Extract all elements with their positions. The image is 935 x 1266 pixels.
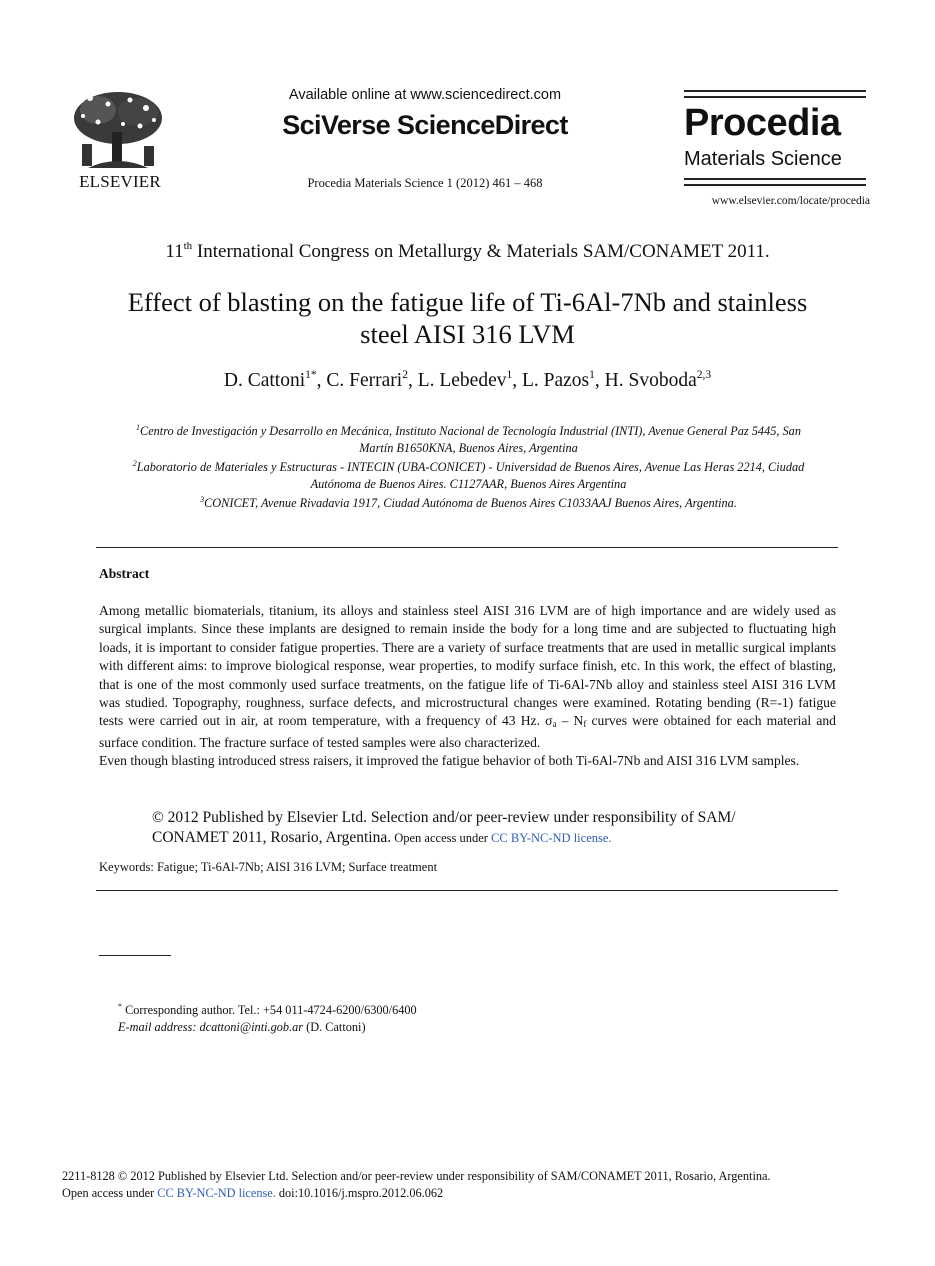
copyright-line-1: © 2012 Published by Elsevier Ltd. Selection and/or peer-review under responsibility of SAM/ [152, 809, 736, 826]
affiliation-item [96, 456, 841, 476]
platform-name: SciVerse ScienceDirect [282, 110, 568, 140]
footnote [118, 998, 718, 1036]
author-name: L. Pazos [521, 370, 590, 391]
abstract-text: – N [556, 713, 584, 729]
abstract-body [99, 602, 836, 771]
author-separator: , [316, 370, 327, 391]
author-name: D. Cattoni [223, 370, 306, 391]
abstract-paragraph-2: Even though blasting introduced stress raisers, it improved the fatigue behavior of both Ti-6Al-7Nb and AISI 316 LVM samples. [99, 753, 800, 769]
bottom-copyright [62, 1168, 862, 1201]
author-name: C. Ferrari [326, 370, 403, 391]
author-affil-sup: 1 [589, 369, 595, 381]
paper-title-line-1: Effect of blasting on the fatigue life of Ti-6Al-7Nb and stainless [127, 287, 808, 317]
journal-brand-rule-bottom-2 [684, 184, 866, 186]
journal-brand-rule-top [684, 90, 866, 92]
footnote-line-2 [118, 1019, 718, 1036]
footnote-rule [99, 955, 171, 956]
affiliation-sup: 1 [136, 423, 140, 432]
journal-brand: Procedia [684, 102, 841, 144]
congress-ordinal: 11 [165, 241, 184, 262]
sigma-symbol: σ [545, 713, 553, 729]
author-affil-sup: 1 [506, 369, 513, 381]
abstract-divider-bottom [96, 890, 838, 891]
bottom-line-1: 2211-8128 © 2012 Published by Elsevier Ltd. Selection and/or peer-review under responsibility of SAM/CONAMET 2011, Rosario, Argentina. [62, 1169, 771, 1183]
author-name: L. Lebedev [417, 370, 507, 391]
affiliation-line: CONICET, Avenue Rivadavia 1917, Ciudad Autónoma de Buenos Aires C1033AAJ Buenos Aires, Argentina. [204, 496, 737, 510]
author-affil-sup: 1* [305, 369, 317, 381]
abstract-text: curves were obtained for each material and surface condition. The fracture surface of tested samples were also characterized. [99, 713, 836, 750]
sigma-subscript: a [552, 719, 557, 730]
affiliation-item-cont: Autónoma de Buenos Aires. C1127AAR, Buenos Aires Argentina [310, 476, 627, 491]
paper-title-line-2: steel AISI 316 LVM [360, 319, 575, 350]
author-list [60, 369, 875, 392]
footnote-text: Corresponding author. Tel.: +54 011-4724-6200/6300/6400 [122, 1003, 417, 1017]
affiliation-sup: 3 [200, 495, 205, 504]
affiliation-item [96, 420, 841, 440]
keywords: Keywords: Fatigue; Ti-6Al-7Nb; AISI 316 LVM; Surface treatment [99, 860, 438, 874]
affiliation-item-cont: Martín B1650KNA, Buenos Aires, Argentina [359, 440, 578, 455]
abstract-heading: Abstract [99, 566, 150, 581]
congress-name: International Congress on Metallurgy & Materials SAM/CONAMET 2011. [192, 241, 770, 262]
affiliation-line: Laboratorio de Materiales y Estructuras - INTECIN (UBA-CONICET) - Universidad de Buenos Aires, Avenue Las Heras 2214, Ciudad [136, 460, 805, 474]
congress-ordinal-suffix: th [183, 240, 193, 252]
tree-icon [68, 88, 168, 172]
email-suffix: (D. Cattoni) [303, 1020, 366, 1034]
doi-text: doi:10.1016/j.mspro.2012.06.062 [275, 1185, 444, 1200]
affiliation-line: Centro de Investigación y Desarrollo en Mecánica, Instituto Nacional de Tecnología Industrial (INTI), Avenue General Paz 5445, San [140, 424, 801, 438]
affiliation-list [96, 420, 841, 512]
license-link[interactable]: CC BY-NC-ND license. [491, 831, 612, 845]
footnote-line-1 [118, 998, 718, 1019]
publisher-logo-text: ELSEVIER [79, 172, 161, 191]
abstract-divider-top [96, 547, 838, 548]
n-subscript: f [583, 719, 587, 730]
bottom-line-2 [62, 1185, 862, 1202]
congress-line [60, 240, 875, 263]
author-name: H. Svoboda [604, 370, 697, 391]
open-access-text: Open access under [391, 831, 492, 845]
copyright-notice [152, 808, 802, 848]
author-separator: , [512, 370, 522, 391]
affiliation-sup: 2 [132, 459, 137, 468]
journal-brand-sub: Materials Science [684, 148, 842, 170]
footnote-sup: * [118, 1002, 122, 1011]
abstract-text: Among metallic biomaterials, titanium, its alloys and stainless steel AISI 316 LVM are of high importance and are widely used as surgical implants. Since these implants are designed to remain inside the body for a long time and are subjected to fluctuating high loads, it is important to consider fatigue properties. There are a variety of surface treatments that are used in metallic surgical implants with different aims: to improve biological response, wear properties, to modify surface finish, etc. In this work, the effect of blasting, that is one of the most commonly used surface treatments, on the fatigue life of Ti-6Al-7Nb alloy and stainless steel AISI 316 LVM was studied. Topography, roughness, surface defects, and microstructural changes were examined. Rotating bending (R=-1) fatigue tests were carried out in air, at room temperature, with a frequency of 43 Hz. [99, 603, 836, 729]
paper-title [80, 286, 855, 351]
journal-citation: Procedia Materials Science 1 (2012) 461 – 468 [307, 176, 543, 190]
author-affil-sup: 2,3 [696, 369, 712, 381]
author-affil-sup: 2 [402, 369, 408, 381]
copyright-text: CONAMET 2011, Rosario, Argentina. [152, 829, 392, 846]
abstract-paragraph-1 [99, 602, 836, 752]
journal-brand-rule-top-2 [684, 96, 866, 98]
email-label: E-mail address: dcattoni@inti.gob.ar [118, 1020, 304, 1034]
available-online-text: Available online at www.sciencedirect.com [288, 87, 562, 103]
copyright-line-2 [152, 828, 802, 848]
open-access-text: Open access under [62, 1185, 158, 1200]
affiliation-item [96, 492, 841, 512]
journal-brand-rule-bottom [684, 178, 866, 180]
license-link[interactable]: CC BY-NC-ND license. [157, 1185, 276, 1200]
author-separator: , [594, 370, 605, 391]
journal-url: www.elsevier.com/locate/procedia [711, 195, 870, 207]
author-separator: , [407, 370, 418, 391]
